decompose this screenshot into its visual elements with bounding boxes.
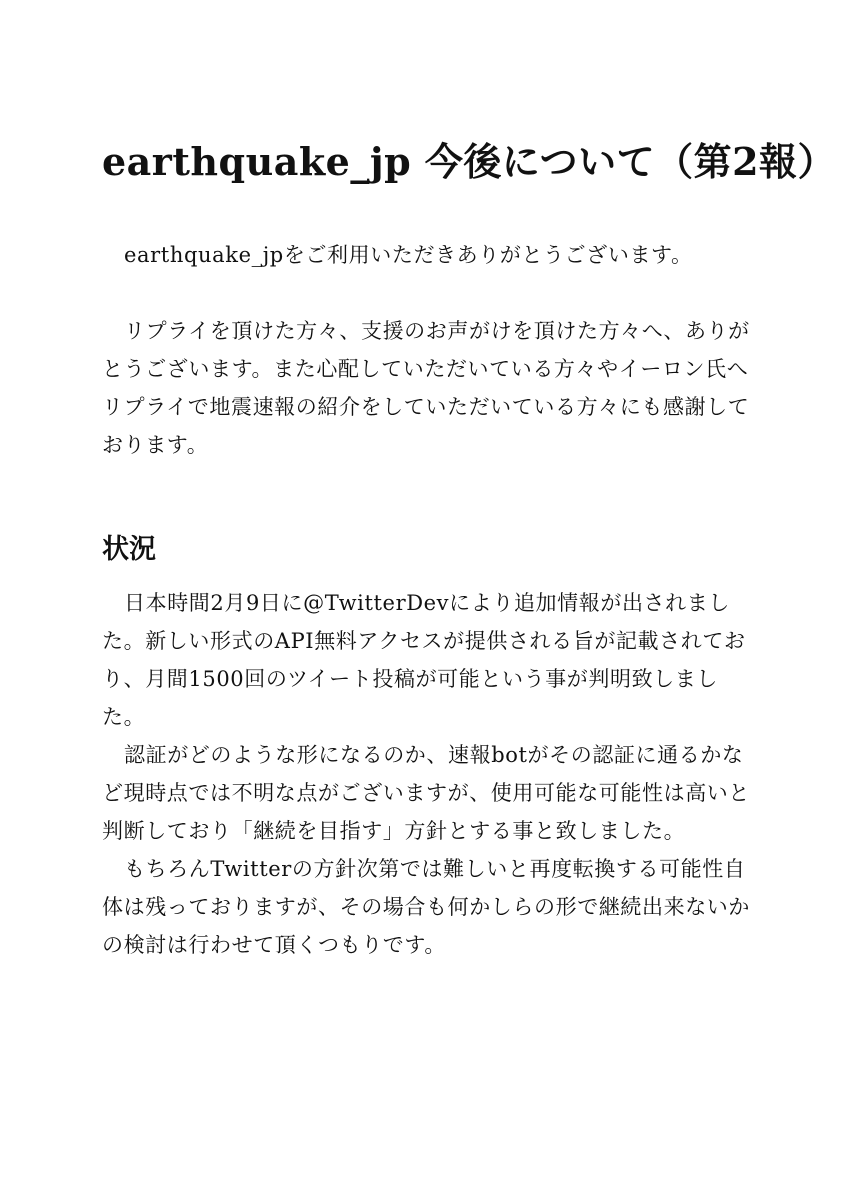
text-line: の検討は行わせて頂くつもりです。 xyxy=(102,933,446,957)
text-line: り、月間1500回のツイート投稿が可能という事が判明致しまし xyxy=(102,667,718,691)
text-line: リプライで地震速報の紹介をしていただいている方々にも感謝して xyxy=(102,395,750,419)
text-line: た。新しい形式のAPI無料アクセスが提供される旨が記載されてお xyxy=(102,629,746,653)
text-line: もちろんTwitterの方針次第では難しいと再度転換する可能性自 xyxy=(124,857,746,881)
status-paragraph-2 xyxy=(102,736,752,850)
text-line: た。 xyxy=(102,705,146,729)
intro-paragraph-2 xyxy=(102,312,752,464)
section-body xyxy=(102,584,752,964)
section-heading: 状況 xyxy=(102,534,156,565)
text-line: 認証がどのような形になるのか、速報botがその認証に通るかな xyxy=(124,743,744,767)
text-line: ど現時点では不明な点がございますが、使用可能な可能性は高いと xyxy=(102,781,750,805)
status-paragraph-1 xyxy=(102,584,752,736)
status-paragraph-3 xyxy=(102,850,752,964)
intro-paragraph-1 xyxy=(102,236,752,274)
text-line: 判断しており「継続を目指す」方針とする事と致しました。 xyxy=(102,819,686,843)
text-line: 体は残っておりますが、その場合も何かしらの形で継続出来ないか xyxy=(102,895,750,919)
text-line: earthquake_jpをご利用いただきありがとうございます。 xyxy=(124,243,693,267)
text-line: とうございます。また心配していただいている方々やイーロン氏へ xyxy=(102,357,749,381)
text-line: 日本時間2月9日に@TwitterDevにより追加情報が出されまし xyxy=(124,591,730,615)
document-title: earthquake_jp 今後について（第2報） xyxy=(102,139,837,184)
text-line: リプライを頂けた方々、支援のお声がけを頂けた方々へ、ありが xyxy=(124,319,750,343)
text-line: おります。 xyxy=(102,433,209,457)
